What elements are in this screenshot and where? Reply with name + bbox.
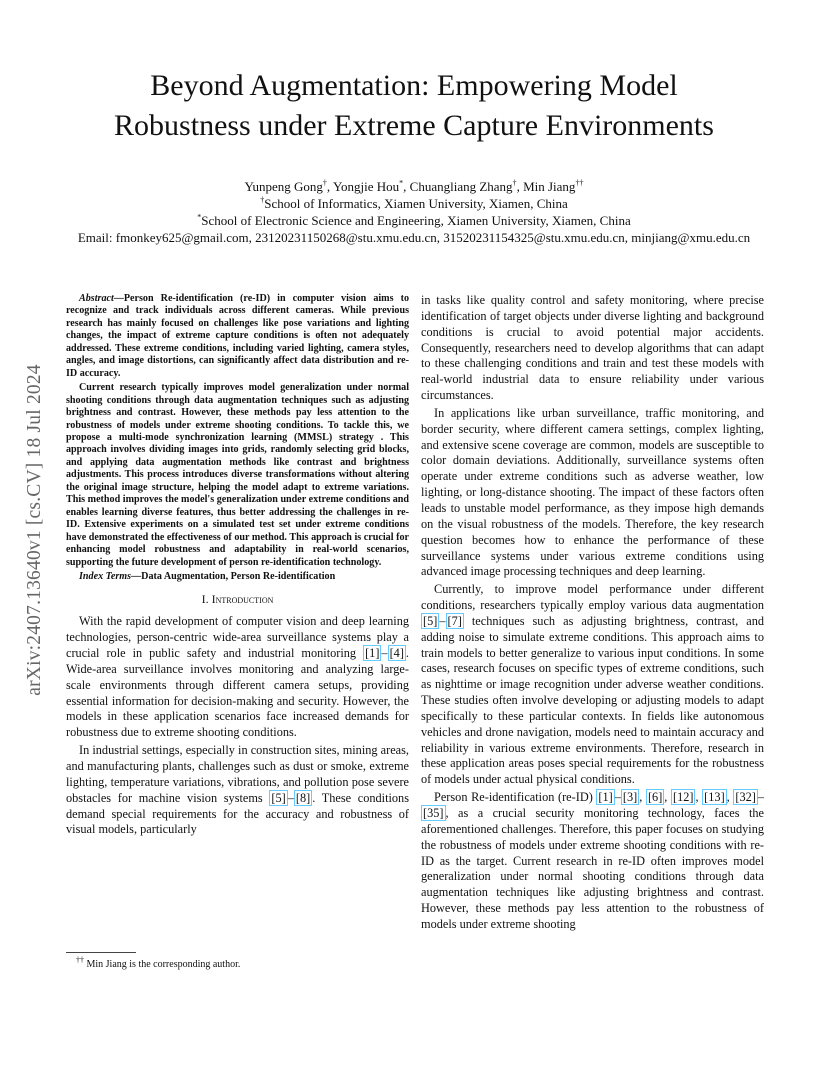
body-paragraph-continued: in tasks like quality control and safety monitoring, where precise identification of target objects under diverse lighting and background conditions is crucial to avoid potential major accidents. Consequently, researchers need to develop algorithms that can adapt to these challenging conditions and train and test these models with real-world industrial data to ensure reliability under various circumstances. <box>421 293 764 403</box>
author-name: Yunpeng Gong <box>244 179 323 194</box>
citation-link[interactable]: [5] <box>271 790 286 805</box>
author-name: Chuangliang Zhang <box>409 179 513 194</box>
index-terms-label: Index Terms <box>79 570 132 582</box>
footnote-divider <box>66 952 136 953</box>
author-name: Min Jiang <box>523 179 576 194</box>
citation-link[interactable]: [5] <box>423 613 438 628</box>
intro-paragraph-1: With the rapid development of computer vision and deep learning technologies, person-centric wide-area surveillance systems play a crucial role in public safety and industrial monitoring [1] – [4] . Wide-area surveillance involves monitoring and analyzing large-scale environments through different camera setups, providing essential information for decision-making and security. However, the models in these application scenarios face increased demands for robustness due to extreme shooting conditions. <box>66 614 409 740</box>
arxiv-identifier: arXiv:2407.13640v1 [cs.CV] 18 Jul 2024 <box>24 364 45 696</box>
citation-link[interactable]: [3] <box>622 790 638 805</box>
body-paragraph-surveillance: In applications like urban surveillance, traffic monitoring, and border security, where different camera settings, complex lighting, and extensive scene coverage are common, models are susceptible to color domain deviations. Additionally, surveillance systems often operate under extreme conditions such as adverse weather, low lighting, or long-distance shooting. The impact of these factors often leads to unstable model performance, as they impose high demands on the visual robustness of the models. Therefore, the key research question becomes how to enhance the performance of these surveillance systems under various extreme conditions using advanced image processing techniques and deep learning. <box>421 405 764 579</box>
author-mark: † <box>512 178 517 188</box>
affiliation-1: †School of Informatics, Xiamen University, Xiamen, China <box>260 195 568 211</box>
title-line-2: Robustness under Extreme Capture Environments <box>114 109 714 142</box>
footnote: †† Min Jiang is the corresponding author. <box>76 955 241 970</box>
citation-link[interactable]: [1] <box>598 790 613 805</box>
abstract <box>66 293 409 583</box>
affiliation-2: *School of Electronic Science and Engineering, Xiamen University, Xiamen, China <box>197 212 631 228</box>
author-mark: †† <box>575 178 584 188</box>
author-name: Yongjie Hou <box>332 179 400 194</box>
title-line-1: Beyond Augmentation: Empowering Model <box>150 69 678 102</box>
intro-paragraph-2: In industrial settings, especially in construction sites, mining areas, and manufacturing plants, challenges such as dust or smoke, extreme lighting, temperature variations, vibrations, and pollution pose severe obstacles for machine vision systems [5] – [8] . These conditions demand special requirements for the accuracy and robustness of visual models, particularly <box>66 743 409 837</box>
arxiv-sidebar-stamp <box>20 295 50 765</box>
citation-link[interactable]: [12] <box>672 790 694 805</box>
citation-link[interactable]: [8] <box>295 790 311 805</box>
citation-link[interactable]: [1] <box>365 646 380 661</box>
author-emails: Email: fmonkey625@gmail.com, 23120231150268@stu.xmu.edu.cn, 31520231154325@stu.xmu.edu.cn, minjiang@xmu.edu.cn <box>77 230 751 245</box>
abstract-label: Abstract <box>79 293 114 304</box>
author-names: Yunpeng Gong†, Yongjie Hou*, Chuangliang Zhang†, Min Jiang†† <box>244 178 584 194</box>
author-mark: * <box>399 178 404 188</box>
citation-link[interactable]: [32] <box>735 790 756 805</box>
citation-link[interactable]: [7] <box>447 613 462 628</box>
body-paragraph-augmentation: Currently, to improve model performance under different conditions, researchers typically employ various data augmentation [5] – [7] techniques such as adjusting brightness, contrast, and adding noise to simulate extreme conditions. This approach aims to train models to better generalize to various input conditions. In some cases, research focuses on specific types of extreme conditions, such as nighttime or image recognition under adverse weather conditions. These studies often involve developing or adjusting models to adapt specifically to these particular contexts. In fields like autonomous vehicles and drone navigation, models need to maintain accuracy and reliability in various extreme environments. Therefore, research in these application areas poses special requirements for the robustness of models under actual physical conditions. <box>421 582 764 787</box>
citation-link[interactable]: [13] <box>704 790 725 805</box>
abstract-paragraph-2: Current research typically improves model generalization under normal shooting conditions through data augmentation techniques such as adjusting brightness and contrast. However, these methods pay less attention to the robustness of models under extreme shooting conditions. To tackle this, we propose a multi-mode synchronization learning (MMSL) strategy . This approach involves dividing images into grids, randomly selecting grid blocks, and applying data augmentation methods like contrast and brightness adjustments. This process introduces diverse transformations without altering the original image structure, helping the model adapt to extreme variations. This method improves the model's generalization under extreme conditions and enables learning diverse features, thus better addressing the challenges in re-ID. Extensive experiments on a simulated test set under extreme conditions have demonstrated the effectiveness of our method. This approach is crucial for enhancing model robustness and adaptability in real-world scenarios, supporting the future development of person re-identification technology. <box>66 382 409 568</box>
citation-link[interactable]: [6] <box>647 790 663 805</box>
index-terms: —Data Augmentation, Person Re-identification <box>131 570 336 582</box>
author-block <box>60 178 768 246</box>
author-mark: † <box>322 178 327 188</box>
section-heading-introduction: I. Introduction <box>201 592 274 607</box>
right-column <box>421 293 764 933</box>
citation-link[interactable]: [4] <box>389 646 404 661</box>
citation-link[interactable]: [35] <box>423 806 444 820</box>
left-column <box>66 293 409 838</box>
paper-title <box>60 66 768 146</box>
body-paragraph-reid: Person Re-identification (re-ID) [1] – [3] , [6] , [12] , [13] , [32] –[35] , as a crucial security monitoring technology, faces the aforementioned challenges. Therefore, this paper focuses on studying the robustness of models under extreme shooting conditions with re-ID as the target. Current research in re-ID often improves model generalization under normal shooting conditions through data augmentation techniques like adjusting brightness and contrast. However, these methods pay less attention to the robustness of models under extreme shooting <box>421 790 765 931</box>
abstract-paragraph-1: —Person Re-identification (re-ID) in computer vision aims to recognize and track individuals across different cameras. While previous research has mainly focused on challenges like pose variations and lighting changes, the impact of extreme capture conditions is often not adequately addressed. These extreme conditions, including varied lighting, camera styles, angles, and image distortions, can significantly affect data distribution and re-ID accuracy. <box>66 293 409 379</box>
